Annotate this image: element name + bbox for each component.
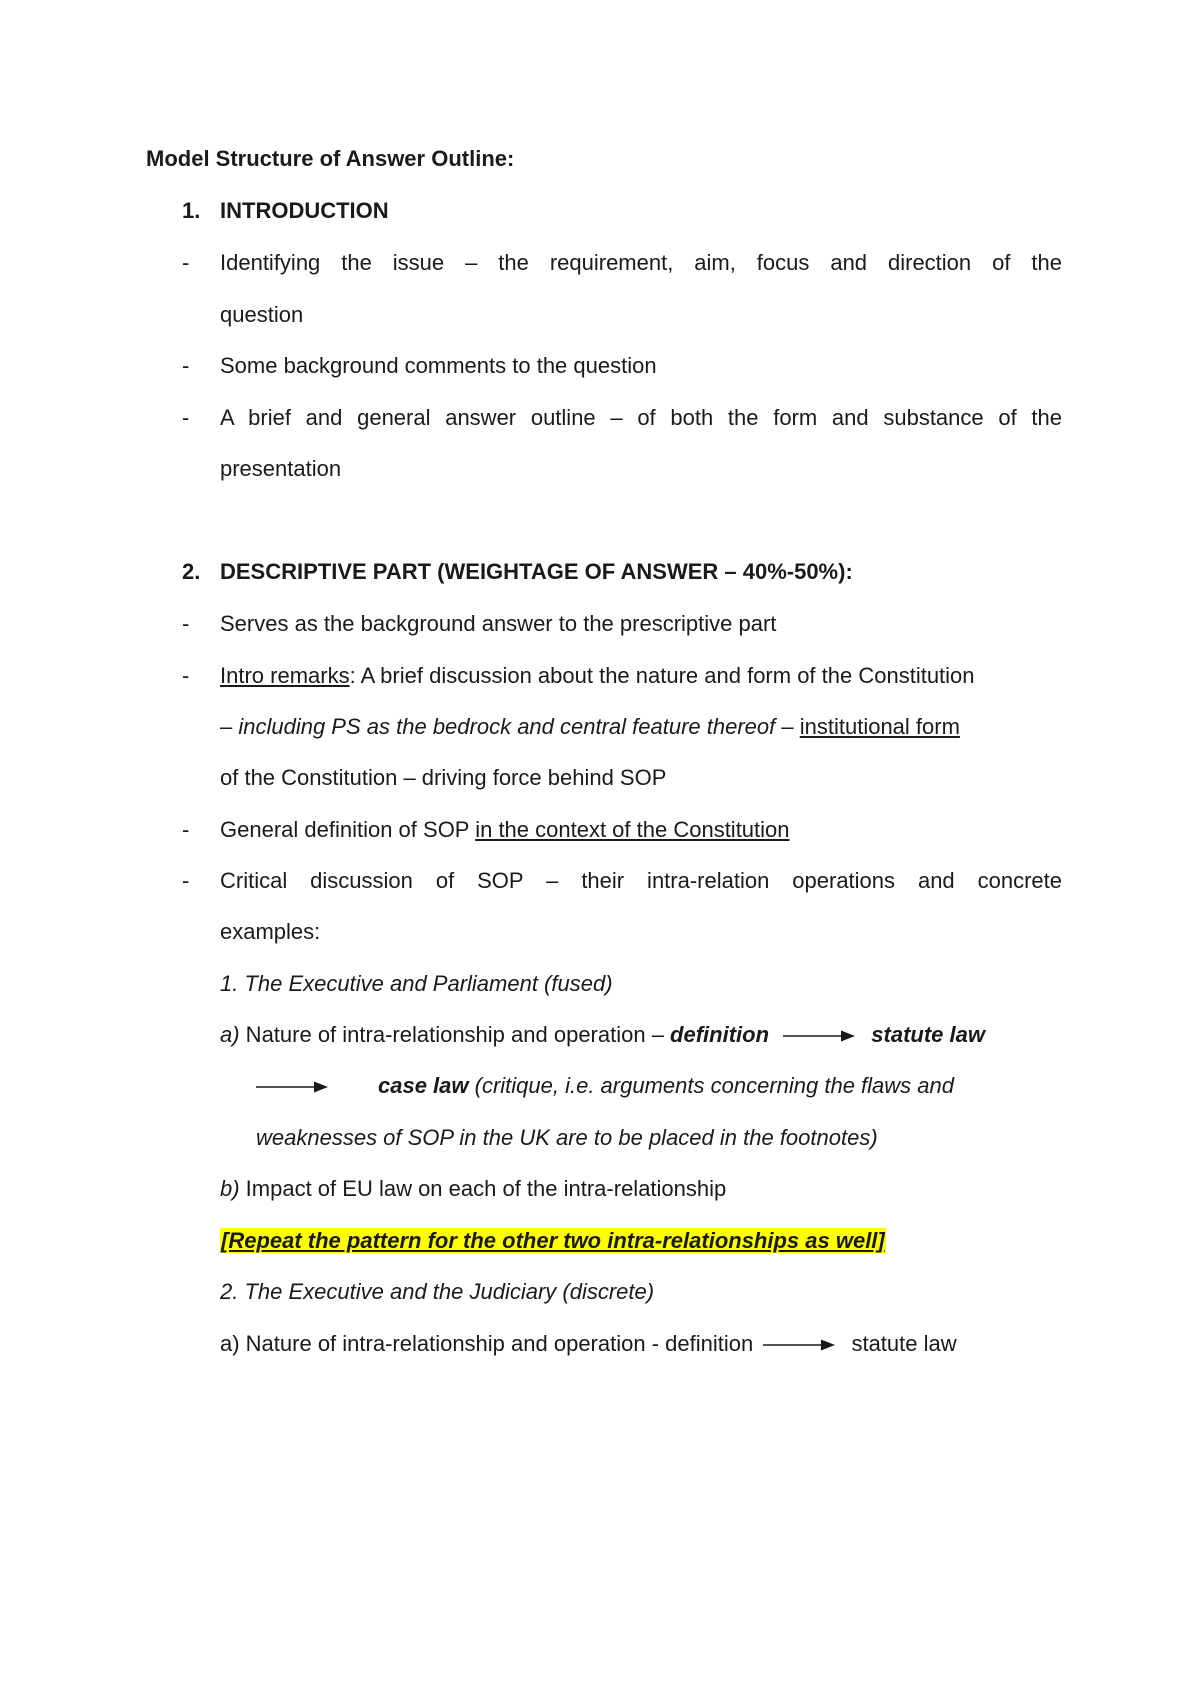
institutional-form-underlined: institutional form bbox=[799, 714, 960, 739]
definition-bold: definition bbox=[670, 1022, 770, 1047]
highlighted-note: [Repeat the pattern for the other two intra-relationships as well] bbox=[221, 1228, 885, 1253]
s1-bullet3-line2: presentation bbox=[220, 456, 342, 481]
bullet-dash: - bbox=[182, 817, 190, 842]
section2-heading: DESCRIPTIVE PART (WEIGHTAGE OF ANSWER – 40%-50%): bbox=[220, 559, 853, 584]
item1a-line3: weaknesses of SOP in the UK are to be placed in the footnotes) bbox=[256, 1125, 878, 1150]
s2-bullet2-line1 bbox=[220, 661, 1062, 691]
ps-italic-text: including PS as the bedrock and central feature thereof bbox=[238, 714, 776, 739]
item1b bbox=[220, 1174, 1062, 1204]
bullet-dash: - bbox=[182, 353, 190, 378]
dash-text: – bbox=[775, 714, 800, 739]
repeat-note bbox=[220, 1226, 1062, 1256]
arrow-right-icon bbox=[763, 1338, 835, 1352]
s2-bullet4-line2: examples: bbox=[220, 919, 321, 944]
arrow-right-icon bbox=[256, 1080, 328, 1094]
item1a-text: Nature of intra-relationship and operation – bbox=[239, 1022, 671, 1047]
item1b-text: Impact of EU law on each of the intra-relationship bbox=[239, 1176, 727, 1201]
s1-bullet3-line1: A brief and general answer outline – of both the form and substance of the bbox=[220, 405, 1062, 430]
item2a-text: a) Nature of intra-relationship and operation - definition bbox=[220, 1331, 754, 1356]
critique-italic: (critique, i.e. arguments concerning the flaws and bbox=[468, 1073, 954, 1098]
item1-heading: 1. The Executive and Parliament (fused) bbox=[220, 971, 613, 996]
s2-bullet4-line1: Critical discussion of SOP – their intra-relation operations and concrete bbox=[220, 868, 1062, 893]
statute-law-text: statute law bbox=[851, 1331, 957, 1356]
statute-law-bold: statute law bbox=[871, 1022, 985, 1047]
bullet-dash: - bbox=[182, 405, 190, 430]
arrow-right-icon bbox=[783, 1029, 855, 1043]
case-law-bold: case law bbox=[378, 1073, 469, 1098]
context-underlined: in the context of the Constitution bbox=[475, 817, 790, 842]
s1-bullet2: Some background comments to the question bbox=[220, 353, 657, 378]
bullet-dash: - bbox=[182, 868, 190, 893]
bullet-dash: - bbox=[182, 611, 190, 636]
section1-number: 1. bbox=[182, 198, 201, 223]
s2-bullet1: Serves as the background answer to the prescriptive part bbox=[220, 611, 777, 636]
intro-remarks-text: : A brief discussion about the nature and form of the Constitution bbox=[349, 663, 975, 688]
item-label: a) bbox=[220, 1022, 240, 1047]
s2-bullet2-line2 bbox=[220, 712, 1062, 742]
intro-remarks-underlined: Intro remarks bbox=[220, 663, 350, 688]
s2-bullet3 bbox=[220, 815, 1062, 845]
bullet-dash: - bbox=[182, 250, 190, 275]
sop-definition-text: General definition of SOP bbox=[220, 817, 476, 842]
section1-heading: INTRODUCTION bbox=[220, 198, 389, 223]
section2-number: 2. bbox=[182, 559, 201, 584]
item-label: b) bbox=[220, 1176, 240, 1201]
document-title: Model Structure of Answer Outline: bbox=[146, 146, 515, 171]
s1-bullet1-line1: Identifying the issue – the requirement, aim, focus and direction of the bbox=[220, 250, 1062, 275]
bullet-dash: - bbox=[182, 663, 190, 688]
item1a-line1 bbox=[220, 1020, 1062, 1050]
item2a bbox=[220, 1329, 1062, 1359]
dash-text: – bbox=[220, 714, 239, 739]
item2-heading: 2. The Executive and the Judiciary (discrete) bbox=[220, 1279, 655, 1304]
s2-bullet2-line3: of the Constitution – driving force behind SOP bbox=[220, 765, 667, 790]
item1a-line2 bbox=[220, 1071, 1062, 1101]
s1-bullet1-line2: question bbox=[220, 302, 304, 327]
